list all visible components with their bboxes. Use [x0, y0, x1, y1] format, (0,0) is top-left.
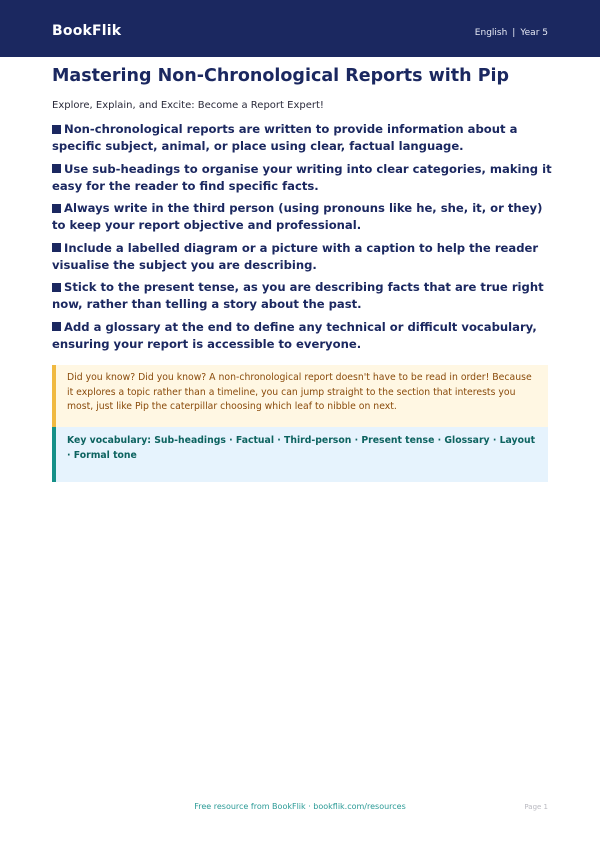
page-title: Mastering Non-Chronological Reports with Pip: [52, 66, 510, 86]
list-item: [52, 279, 552, 313]
vocab-text: Key vocabulary: Sub-headings · Factual · Third-person · Present tense · Glossary · Layout · Formal tone: [67, 435, 536, 461]
point-text: Always write in the third person (using pronouns like he, she, it, or they) to keep your report objective and professional.: [52, 201, 543, 232]
meta-separator: |: [512, 28, 516, 38]
point-text: Non-chronological reports are written to provide information about a specific subject, animal, or place using clear, factual language.: [52, 122, 518, 153]
list-item: [52, 161, 552, 195]
point-text: Use sub-headings to organise your writing into clear categories, making it easy for the reader to find specific facts.: [52, 161, 552, 193]
page-number: Page 1: [524, 803, 548, 811]
point-text: Stick to the present tense, as you are describing facts that are true right now, rather than telling a story about the past.: [52, 280, 544, 311]
tip-text: Did you know? Did you know? A non-chronological report doesn't have to be read in order! Because it explores a topic rather than a timeline, you can jump straight to the section that interests you most, just like Pip the caterpillar choosing which leaf to nibble on next.: [67, 372, 532, 412]
key-points-list: [52, 121, 552, 358]
point-text: Include a labelled diagram or a picture with a caption to help the reader visualise the subject you are describing.: [52, 240, 539, 272]
page-subtitle: Explore, Explain, and Excite: Become a Report Expert!: [52, 100, 324, 111]
subject-label: English: [474, 28, 508, 38]
header-bar: [0, 0, 600, 57]
square-bullet-icon: [52, 125, 61, 134]
list-item: [52, 240, 552, 274]
point-text: Add a glossary at the end to define any technical or difficult vocabulary, ensuring your report is accessible to everyone.: [52, 319, 537, 351]
did-you-know-callout: [52, 365, 548, 427]
square-bullet-icon: [52, 164, 61, 173]
square-bullet-icon: [52, 322, 61, 331]
square-bullet-icon: [52, 204, 61, 213]
list-item: [52, 200, 552, 234]
square-bullet-icon: [52, 283, 61, 292]
brand-logo[interactable]: BookFlik: [52, 23, 122, 39]
list-item: [52, 121, 552, 155]
footer-link[interactable]: Free resource from BookFlik · bookflik.com/resources: [194, 802, 406, 811]
list-item: [52, 319, 552, 353]
header-meta: [475, 28, 548, 38]
year-label: Year 5: [520, 28, 548, 38]
key-vocabulary-box: [52, 427, 548, 482]
square-bullet-icon: [52, 243, 61, 252]
